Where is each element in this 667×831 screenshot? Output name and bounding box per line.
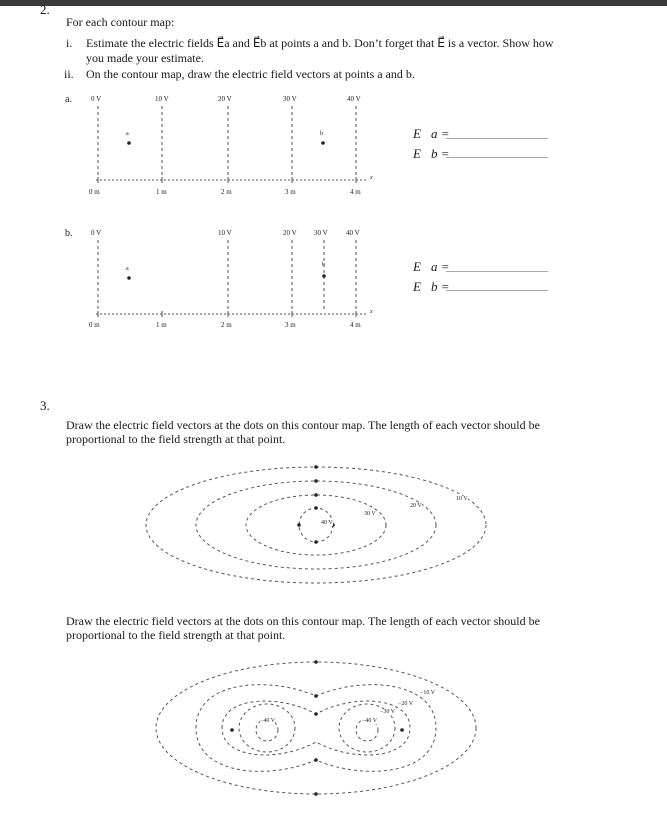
part-a-distance-1: 1 m [156, 188, 167, 196]
part-a-ea-label: E⃗a = [413, 126, 450, 141]
item-i-label: i. [66, 36, 73, 50]
part-a-eb-label: E⃗b = [413, 146, 450, 161]
part-a-contour-lines [98, 106, 356, 178]
map2-label-neg10v: −10 V [420, 690, 436, 696]
map2-label-neg30v: −30 V [380, 709, 396, 715]
problem-3-instructions-2-line2: proportional to the field strength at that point. [66, 628, 286, 642]
part-a-point-a-dot [127, 141, 131, 145]
part-b-distance-3: 3 m [285, 321, 296, 329]
part-a-voltage-40: 40 V [347, 95, 361, 103]
part-a-voltage-20: 20 V [218, 95, 232, 103]
part-b-ea-label: E⃗a = [413, 259, 450, 274]
part-b-voltage-10: 10 V [218, 229, 232, 237]
part-b-axis [96, 311, 368, 317]
part-a-distance-2: 2 m [221, 188, 232, 196]
part-b-voltage-0: 0 V [91, 229, 102, 237]
part-b-point-b-dot [322, 274, 326, 278]
problem-3-instructions-1-line1: Draw the electric field vectors at the dots on this contour map. The length of each vector should be [66, 418, 540, 432]
problem-2-intro: For each contour map: [66, 15, 175, 29]
part-b-voltage-20: 20 V [283, 229, 297, 237]
part-b-distance-4: 4 m [350, 321, 361, 329]
part-a-distance-4: 4 m [350, 188, 361, 196]
problem-2-number: 2. [40, 2, 50, 17]
map2-label-neg20v: −20 V [398, 701, 414, 707]
map1-dots [297, 465, 335, 544]
part-b-voltage-40: 40 V [346, 229, 360, 237]
item-i-text-line1: Estimate the electric fields E⃗a and E⃗b at points a and b. Don’t forget that E⃗ is a vector. Show how [86, 36, 554, 50]
part-a-point-b-dot [321, 141, 325, 145]
map2-label-neg40v-left: −40 V [260, 718, 276, 724]
part-b-distance-1: 1 m [156, 321, 167, 329]
map1-contours [146, 467, 486, 583]
map1-label-20v: 20 V [410, 503, 422, 509]
part-a-axis [96, 177, 368, 183]
part-a-distance-0: 0 m [89, 188, 100, 196]
part-b-distance-2: 2 m [221, 321, 232, 329]
part-a-voltage-0: 0 V [91, 95, 102, 103]
part-a-label: a. [65, 94, 72, 105]
map1-label-10v: 10 V [456, 496, 468, 502]
item-ii-text: On the contour map, draw the electric field vectors at points a and b. [86, 67, 415, 81]
part-a-point-b-label: b [320, 131, 323, 137]
part-b-axis-label: x [370, 309, 373, 315]
item-i-text-line2: you made your estimate. [86, 51, 204, 65]
part-b-contour-lines [98, 240, 356, 312]
part-a-voltage-10: 10 V [155, 95, 169, 103]
part-b-point-b-label: b [322, 262, 325, 268]
part-a-axis-label: x [370, 175, 373, 181]
part-a-point-a-label: a [126, 131, 129, 137]
map2-label-neg40v-right: −40 V [362, 718, 378, 724]
part-a-distance-3: 3 m [285, 188, 296, 196]
map1-label-40v: 40 V [321, 520, 333, 526]
part-b-distance-0: 0 m [89, 321, 100, 329]
map2-contours [156, 662, 476, 794]
problem-3-instructions-2-line1: Draw the electric field vectors at the dots on this contour map. The length of each vector should be [66, 614, 540, 628]
part-b-point-a-label: a [126, 266, 129, 272]
part-b-point-a-dot [127, 276, 131, 280]
part-b-label: b. [65, 228, 73, 239]
item-ii-label: ii. [64, 67, 74, 81]
map1-label-30v: 30 V [364, 511, 376, 517]
part-a-voltage-30: 30 V [283, 95, 297, 103]
part-b-eb-label: E⃗b = [413, 279, 450, 294]
problem-3-number: 3. [40, 398, 50, 413]
problem-3-instructions-1-line2: proportional to the field strength at that point. [66, 432, 286, 446]
part-b-voltage-30: 30 V [314, 229, 328, 237]
